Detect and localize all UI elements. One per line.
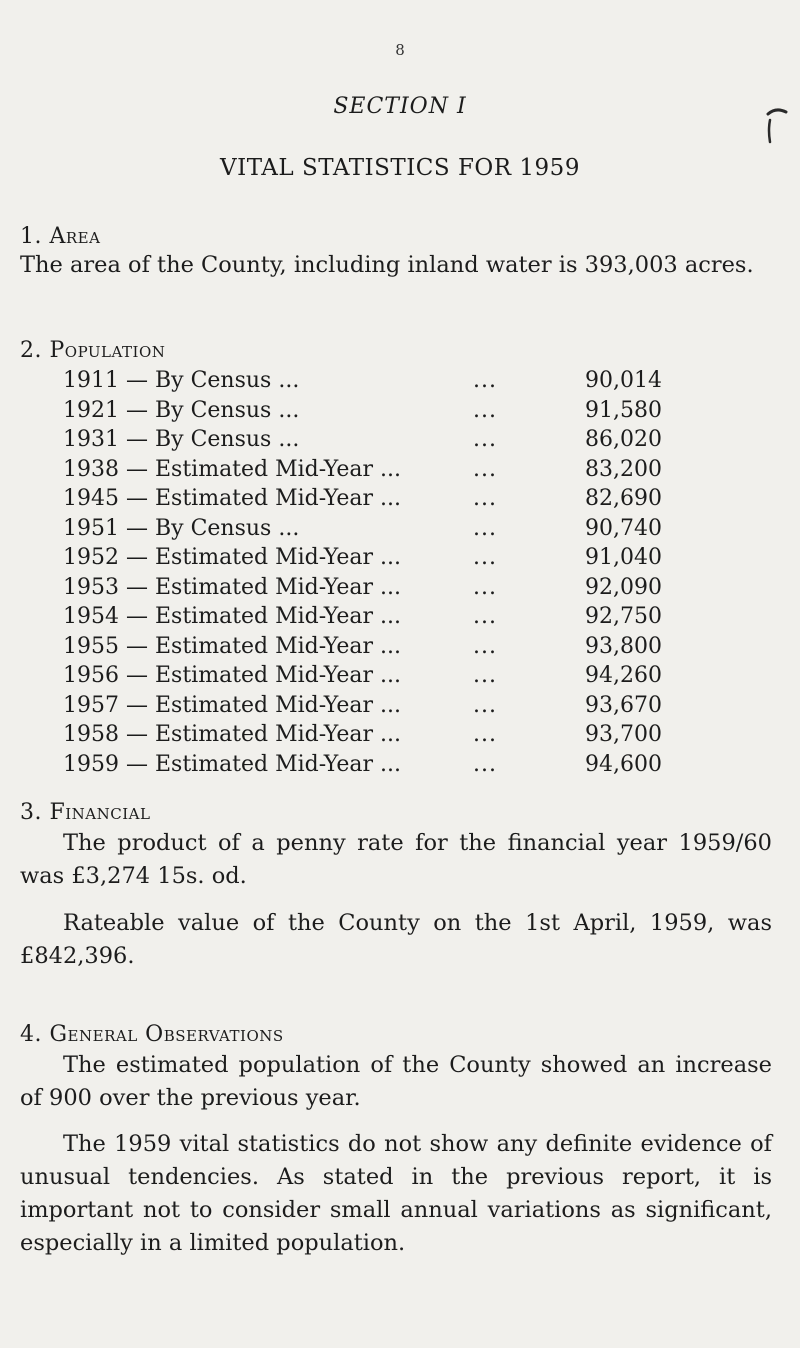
population-row-label: 1931 — By Census ... [63,427,300,452]
area-text: The area of the County, including inland water is 393,003 acres. [20,252,754,278]
population-row-value: 94,260 [585,663,662,688]
population-row [63,602,703,632]
stray-ink-mark [762,108,790,148]
population-row-value: 92,090 [585,574,662,600]
population-row-label: 1954 — Estimated Mid-Year ... [63,604,402,629]
population-row-label: 1956 — Estimated Mid-Year ... [63,663,402,688]
population-row-label: 1952 — Estimated Mid-Year ... [63,545,402,570]
population-row-leader-dots: ... [473,456,497,482]
general-observations-text-1: The estimated population of the County showed an increase of 900 over the previous year. [20,1052,772,1111]
population-row-leader-dots: ... [473,604,497,629]
population-row-value: 82,690 [585,486,662,511]
population-row [63,543,703,573]
population-row-value: 91,580 [585,397,662,423]
population-row-leader-dots: ... [473,574,497,600]
population-row-leader-dots: ... [473,427,497,452]
population-row-value: 94,600 [585,751,662,777]
population-row-leader-dots: ... [473,722,497,747]
population-row [63,425,703,455]
population-row-value: 90,014 [585,368,662,393]
population-row-leader-dots: ... [473,751,497,777]
population-row-label: 1953 — Estimated Mid-Year ... [63,574,402,600]
population-row [63,484,703,514]
population-row-leader-dots: ... [473,397,497,423]
population-row-label: 1951 — By Census ... [63,515,300,541]
area-heading: 1. Area [20,224,101,249]
population-row-label: 1955 — Estimated Mid-Year ... [63,633,402,659]
population-row-leader-dots: ... [473,368,497,393]
population-heading: 2. Population [20,338,166,363]
population-row [63,750,703,780]
general-observations-text-2: The 1959 vital statistics do not show any definite evidence of unusual tendencies. As stated in the previous report, it is important not to consider small annual variations as significant, especially in a limited population. [20,1131,772,1256]
population-row [63,632,703,662]
population-row [63,455,703,485]
population-row [63,366,703,396]
page-number: 8 [395,41,405,59]
population-row-leader-dots: ... [473,663,497,688]
population-row-label: 1945 — Estimated Mid-Year ... [63,486,402,511]
population-row-value: 93,670 [585,692,662,718]
population-row-value: 91,040 [585,545,662,570]
population-row-leader-dots: ... [473,486,497,511]
population-row-leader-dots: ... [473,633,497,659]
population-row-leader-dots: ... [473,515,497,541]
population-row-value: 92,750 [585,604,662,629]
financial-penny-rate-text: The product of a penny rate for the financial year 1959/60 was £3,274 15s. od. [20,830,772,889]
population-row-leader-dots: ... [473,692,497,718]
population-row-value: 93,800 [585,633,662,659]
population-row-label: 1921 — By Census ... [63,397,300,423]
population-row [63,720,703,750]
financial-heading: 3. Financial [20,800,151,825]
section-label: SECTION I [333,94,467,119]
population-row [63,573,703,603]
population-row [63,691,703,721]
population-row [63,514,703,544]
population-row-value: 90,740 [585,515,662,541]
population-row-value: 93,700 [585,722,662,747]
document-title: VITAL STATISTICS FOR 1959 [220,155,580,181]
population-row-leader-dots: ... [473,545,497,570]
population-row-value: 83,200 [585,456,662,482]
population-row-value: 86,020 [585,427,662,452]
financial-rateable-value-text: Rateable value of the County on the 1st April, 1959, was £842,396. [20,910,772,969]
population-row-label: 1957 — Estimated Mid-Year ... [63,692,402,718]
population-row [63,396,703,426]
population-row-label: 1958 — Estimated Mid-Year ... [63,722,402,747]
population-table [63,366,703,779]
population-row-label: 1911 — By Census ... [63,368,300,393]
population-row [63,661,703,691]
population-row-label: 1938 — Estimated Mid-Year ... [63,456,402,482]
general-observations-heading: 4. General Observations [20,1022,284,1047]
population-row-label: 1959 — Estimated Mid-Year ... [63,751,402,777]
